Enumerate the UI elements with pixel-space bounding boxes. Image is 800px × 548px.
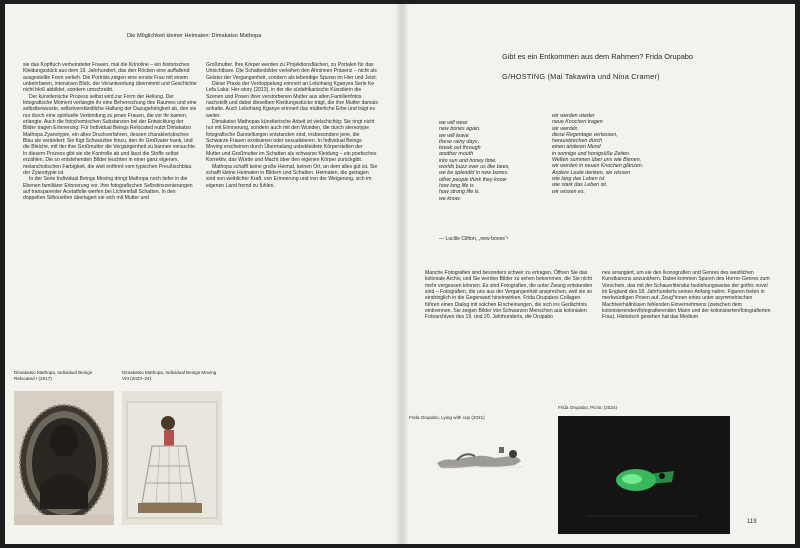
running-head: Die Möglichkeit kleiner Heimaten: Dimakatso Mathopa bbox=[127, 33, 262, 39]
caption-mathopa-moving: Dimakatso Mathopa, Individual Beings Moving VIII (2023–24) bbox=[122, 370, 217, 381]
caption-orupabo-picnic: Frida Orupabo, Picnic (2024) bbox=[558, 405, 617, 410]
poem-line: einen anderen Mund bbox=[552, 144, 601, 151]
poem-line: wir werden wieder bbox=[552, 113, 595, 119]
paragraph: Diese Praxis der Verdoppelung erinnert an Lebohang Kganyes Serie Ke Lefa Laka: Her-story (2013), in der die südafrikanische Künstlerin die Szenen und Posen ihrer verstorbenen Mutter aus alten Familienfotos nachstellt und dabei dieselben Kleidungsstücke trägt, die ihre Mutter damals anhatte. Auch Lebohang Kganye erinnert das mütterliche Erbe und trägt es weiter. bbox=[206, 81, 378, 119]
poem-line: Welten summen über uns wie Bienen, bbox=[552, 157, 642, 164]
poem-line: we will wear bbox=[439, 120, 468, 126]
poem-line: we know. bbox=[439, 195, 461, 202]
page-number: 119 bbox=[747, 519, 757, 525]
photo-lying-with-cup bbox=[435, 441, 525, 473]
paragraph: Manche Fotografien sind besonders schwer zu ertragen. Öffnen Sie das koloniale Archiv, und Sie werden Bilder zu sehen bekommen, die Sie nicht mehr vergessen können. Es sind Fotografien, die unter Zwang entstanden sind – Fotografien, die uns aus der Vergangenheit ansprechen, weil sie so eindringlich in die Gegenwart hineinwirken. Frida Orupabos Collagen führen einen Dialog mit solchen Erscheinungen, die sich ins Gedächtnis einbrennen. Sie zeigen Bilder von Schwarzen Menschen aus kolonialen Fotoarchiven des 19. und 20. Jahrhunderts, die Orupabo bbox=[425, 270, 593, 321]
poem-line: how strong life is. bbox=[439, 189, 480, 196]
paragraph: Der künstlerische Prozess selbst wird zur Form der Heilung. Der fotografische Moment verlangte ihr eine Beherrschung des Raumes und eine selbstbewusste, selbstverständliche Haltung der Dazugehörigkeit ab, den sie nur durch eine spirituelle Verbindung zu jenen Frauen, die vor ihr kamen, erlangte. Auch die fotochemischen Substanzen bei der Entwicklung der Bilder tragen Erinnerung: Für Individual Beings Relocated nutzt Dimakatso Mathopa Zyanotypie, ein altes Druckverfahren, dessen charakteristisches Blau sie verändert: Sie fügt Schwarztee hinzu, den ihr Großvater trank, und die Bleiche, mit der ihre Großmutter die Vergangenheit zu bannen versuchte. In diesem Prozess gibt sie die Kontrolle ab und lässt die Stoffe selbst erzählen. Die so entstehenden Bilder leuchten in einer ganz eigenen, melancholischen Farbigkeit, die weit entfernt vom typischen Preußischblau der Zyanotypie ist. bbox=[23, 93, 197, 176]
poem-german bbox=[552, 113, 643, 195]
left-column-2 bbox=[206, 62, 378, 189]
poem-line: these rainy days, bbox=[439, 138, 480, 145]
poem-line: herausbrechen durch bbox=[552, 138, 603, 145]
poem-line: we will leave bbox=[439, 132, 469, 139]
paragraph: neu arrangiert, um sie den Ikonografien und Genres des westlichen Kunstkanons anzunähern. Dabei kommen Spuren des Horror-Genres zum Vorschein, das mit der Schauerliteratur beziehungsweise der gothic novel im England des 18. Jahrhunderts seinen Anfang nahm. Figuren treten in merkwürdigen Posen auf, Zeug*innen eines unter asymmetrischen Machtverhältnissen fehlenden Einvernehmens (zwischen dem kolonisierenden/fotografierenden Mann und der kolonisierten/fotografierten Frau). Historisch gesehen hat das Medium bbox=[602, 270, 771, 321]
poem-line: wie lang das Leben ist bbox=[552, 175, 605, 182]
poem-line: wir werden in neuen Knochen glänzen. bbox=[552, 163, 644, 170]
photo-individual-beings-relocated bbox=[14, 391, 114, 525]
poem-line: new bones again. bbox=[439, 126, 481, 133]
paragraph: In der Serie Individual Beings Moving dringt Mathopa noch tiefer in die Ebenen familiärer Erinnerung vor. Ihre fotografischen Selbstinszenierungen auf transparenter Acetatfolie werfen bei Lichteinfall Schatten. In den doppelten Silhouetten überlagert sie sich mit Mutter und bbox=[23, 176, 193, 202]
essay-authors: G/HOSTING (Mai Takawira und Nina Cramer) bbox=[502, 72, 660, 81]
poem-line: wir werden bbox=[552, 125, 578, 132]
left-column-1 bbox=[23, 62, 197, 202]
poem-line: another mouth bbox=[439, 151, 474, 158]
caption-mathopa-relocated: Dimakatso Mathopa, Individual Beings Relocated I (2017) bbox=[14, 370, 93, 381]
poem-line: break out through bbox=[439, 145, 481, 152]
poem-line: into sun and honey time. bbox=[439, 157, 497, 164]
book-gutter bbox=[395, 4, 409, 544]
poem-line: we be splendid in new bones. bbox=[439, 170, 509, 177]
book-spread bbox=[5, 4, 795, 544]
right-column-2 bbox=[602, 270, 772, 321]
paragraph: Großmutter. Ihre Körper werden zu Projektionsflächen, zu Portalen für das Unsichtbare. Die Schattenbilder verleihen den Ahninnen Präsenz – nicht als Geister der Vergangenheit, sondern als lebendige Spuren im Hier und Jetzt. bbox=[206, 62, 378, 81]
paragraph: Dimakatso Mathopas künstlerische Arbeit ist vielschichtig: Sie ringt nicht nur mit Erinnerung, sondern auch mit den Wunden, die durch stereotype fotografische Darstellungen entstanden sind, insbesondere jene, die Schwarze Frauen exotisieren oder sexualisieren. In Individual Beings Moving erscheinen durch Übermalung unbekleidete Körperstellen der Mutter und Großmutter im Schatten als schwarze Kleidung – ein poetisches Korrektiv, das Würde und Macht über den eigenen Körper zurückgibt. bbox=[206, 119, 377, 164]
essay-title: Gibt es ein Entkommen aus dem Rahmen? Frida Orupabo bbox=[502, 52, 694, 61]
poem-line: wir wissen es. bbox=[552, 188, 585, 195]
paragraph: Mathopa schafft keine große Heimat, keinen Ort, an dem alles gut ist. Sie schafft kleine Heimaten in Bildern und Schatten. Heimaten, die getragen sind von weiblicher Kraft, von Erinnerung und von der Weigerung, sich im eigenen Land fremd zu fühlen. bbox=[206, 163, 378, 189]
caption-orupabo-lying: Frida Orupabo, Lying with cup (2021) bbox=[409, 415, 485, 420]
right-column-1 bbox=[425, 270, 595, 321]
poem-line: diese Regentage verlassen, bbox=[552, 131, 618, 138]
poem-line: how long life is bbox=[439, 182, 474, 189]
poem-line: neue Knochen tragen bbox=[552, 119, 603, 126]
poem-credit: — Lucille Clifton, „new bones“¹ bbox=[439, 236, 509, 242]
photo-individual-beings-moving bbox=[122, 391, 222, 525]
poem-line: in sonnige und honigsüße Zeiten. bbox=[552, 150, 631, 157]
poem-line: worlds buzz over us like bees, bbox=[439, 164, 510, 171]
poem-line: wie stark das Leben ist. bbox=[552, 182, 608, 189]
photo-picnic bbox=[558, 416, 730, 534]
poem-line: other people think they know bbox=[439, 176, 507, 183]
paragraph: sie das Kopftuch verheirateter Frauen, mal die Krinoline – ein historisches Kleidungsstück aus dem 19. Jahrhundert, das den Röcken eine auffallend ausgestellte Form verlieh. Die Porträts zeigen eine ernste Frau mit einem unbeirrbaren, intensiven Blick, der Verantwortung übernimmt und Geschichte nicht bloß abbildet, sondern umschreibt. bbox=[23, 62, 197, 94]
poem-english bbox=[439, 120, 510, 202]
poem-line: Andere Leute denken, sie wissen bbox=[552, 169, 631, 176]
